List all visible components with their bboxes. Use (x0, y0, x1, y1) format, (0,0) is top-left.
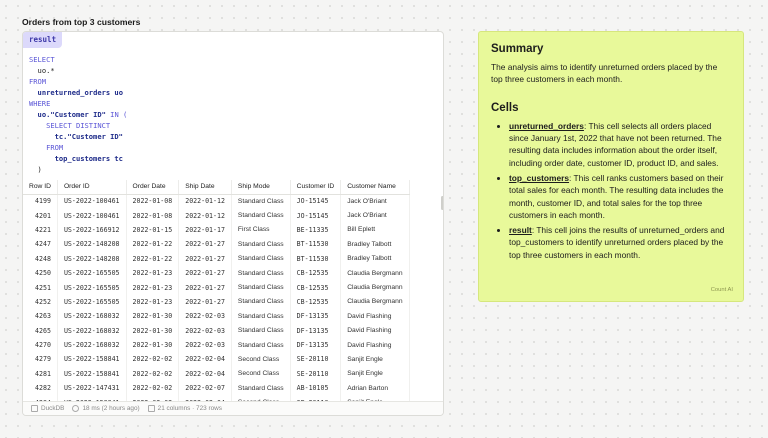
table-cell: BT-11530 (290, 252, 341, 266)
cells-list (491, 120, 731, 261)
table-cell: David Flashing (341, 338, 409, 352)
sql-editor[interactable] (29, 54, 127, 175)
rows-icon (148, 405, 155, 412)
table-cell: US-2022-165505 (57, 266, 126, 280)
sql-line: top_customers tc (54, 154, 123, 163)
table-cell: 2022-01-22 (126, 252, 179, 266)
list-item: • result: This cell joins the results of unreturned_orders and top_customers to identify unreturned orders placed by the top three customers in each month. (509, 224, 731, 261)
table-cell: US-2022-100461 (57, 194, 126, 208)
cell-link[interactable]: result (509, 225, 532, 236)
table-cell: Standard Class (231, 194, 290, 208)
column-header[interactable]: Order Date (126, 180, 179, 194)
column-header[interactable]: Order ID (57, 180, 126, 194)
table-cell: 4279 (23, 352, 57, 366)
table-cell: Bradley Talbott (341, 237, 409, 251)
sql-line: FROM (29, 77, 47, 86)
table-cell: Claudia Bergmann (341, 280, 409, 294)
table-cell: 2022-01-23 (126, 266, 179, 280)
table-cell: 2022-02-03 (179, 324, 232, 338)
column-header[interactable]: Ship Mode (231, 180, 290, 194)
sql-line: uo.* (37, 66, 55, 75)
table-cell: 2022-01-23 (126, 295, 179, 309)
table-row[interactable] (23, 338, 409, 352)
table-cell: 4265 (23, 324, 57, 338)
cell-link[interactable]: unreturned_orders (509, 120, 584, 131)
table-scrollbar[interactable] (441, 196, 444, 210)
clock-icon (72, 405, 79, 412)
table-cell: Jack O'Briant (341, 194, 409, 208)
table-cell: 2022-01-08 (126, 194, 179, 208)
table-row[interactable] (23, 324, 409, 338)
table-cell: 2022-02-04 (179, 367, 232, 381)
table-row[interactable] (23, 295, 409, 309)
table-cell: US-2022-168032 (57, 338, 126, 352)
table-cell: 2022-02-02 (126, 352, 179, 366)
table-cell: 2022-01-30 (126, 324, 179, 338)
table-cell: David Flashing (341, 309, 409, 323)
table-row[interactable] (23, 266, 409, 280)
table-cell: 4270 (23, 338, 57, 352)
column-header[interactable]: Customer Name (341, 180, 409, 194)
table-cell: Bradley Talbott (341, 252, 409, 266)
table-cell: 2022-02-03 (179, 309, 232, 323)
table-cell: SE-20110 (290, 352, 341, 366)
table-row[interactable] (23, 208, 409, 222)
table-row[interactable] (23, 352, 409, 366)
table-cell: DF-13135 (290, 338, 341, 352)
table-row[interactable] (23, 309, 409, 323)
sql-line: FROM (46, 143, 64, 152)
table-row[interactable] (23, 367, 409, 381)
table-cell: Standard Class (231, 266, 290, 280)
result-size: 21 columns · 723 rows (157, 405, 222, 412)
sql-line: SELECT DISTINCT (46, 121, 111, 130)
table-cell: 2022-02-03 (179, 338, 232, 352)
table-cell: 2022-01-12 (179, 208, 232, 222)
table-cell: 2022-01-27 (179, 266, 232, 280)
table-row[interactable] (23, 280, 409, 294)
table-cell: 4263 (23, 309, 57, 323)
table-cell: Sanjit Engle (341, 367, 409, 381)
table-cell: Standard Class (231, 280, 290, 294)
table-cell: 4281 (23, 367, 57, 381)
table-cell: US-2022-158841 (57, 367, 126, 381)
table-cell: Jack O'Briant (341, 208, 409, 222)
table-cell: Standard Class (231, 208, 290, 222)
table-cell: 2022-01-27 (179, 237, 232, 251)
count-ai-label: Count AI (710, 287, 733, 293)
table-cell: Sanjit Engle (341, 352, 409, 366)
table-cell: 2022-02-02 (126, 381, 179, 395)
table-cell: Standard Class (231, 338, 290, 352)
table-cell: 2022-01-12 (179, 194, 232, 208)
table-cell: Second Class (231, 367, 290, 381)
table-cell: JO-15145 (290, 194, 341, 208)
table-cell: Second Class (231, 352, 290, 366)
result-table[interactable] (23, 180, 443, 416)
sql-line: ) (37, 165, 42, 174)
table-cell: 4250 (23, 266, 57, 280)
table-row[interactable] (23, 381, 409, 395)
sql-line: SELECT (29, 55, 55, 64)
cell-link[interactable]: top_customers (509, 173, 570, 183)
table-cell: 2022-01-30 (126, 309, 179, 323)
table-header-row (23, 180, 409, 194)
table-cell: 2022-01-17 (179, 223, 232, 237)
table-cell: Standard Class (231, 309, 290, 323)
cell-footer (23, 401, 443, 415)
table-cell: US-2022-168032 (57, 324, 126, 338)
table-cell: US-2022-100461 (57, 208, 126, 222)
table-cell: US-2022-166912 (57, 223, 126, 237)
summary-note[interactable] (478, 31, 744, 302)
table-cell: First Class (231, 223, 290, 237)
table-cell: SE-20110 (290, 367, 341, 381)
summary-text: The analysis aims to identify unreturned orders placed by the top three customers in each month. (491, 62, 718, 85)
table-cell: Standard Class (231, 237, 290, 251)
table-cell: US-2022-158841 (57, 352, 126, 366)
table-cell: Bill Eplett (341, 223, 409, 237)
column-header[interactable]: Customer ID (290, 180, 341, 194)
cells-title: Cells (491, 101, 519, 114)
table-cell: BT-11530 (290, 237, 341, 251)
table-cell: US-2022-148208 (57, 252, 126, 266)
cell-name-tag[interactable]: result (23, 32, 62, 48)
sql-line: WHERE (29, 99, 51, 108)
table-cell: US-2022-147431 (57, 381, 126, 395)
table-cell: 4199 (23, 194, 57, 208)
table-row[interactable] (23, 194, 409, 208)
engine-label: DuckDB (41, 405, 65, 412)
canvas-title: Orders from top 3 customers (22, 17, 141, 27)
table-cell: CB-12535 (290, 266, 341, 280)
table-cell: CB-12535 (290, 295, 341, 309)
table-cell: 2022-01-08 (126, 208, 179, 222)
table-cell: 4247 (23, 237, 57, 251)
sql-line: uo."Customer ID" IN ( (37, 110, 128, 119)
table-cell: David Flashing (341, 324, 409, 338)
table-cell: 4248 (23, 252, 57, 266)
table-cell: 2022-01-30 (126, 338, 179, 352)
table-cell: US-2022-168032 (57, 309, 126, 323)
sql-line: unreturned_orders uo (37, 88, 123, 97)
table-cell: Standard Class (231, 252, 290, 266)
query-timing: 18 ms (2 hours ago) (82, 405, 140, 412)
table-row[interactable] (23, 252, 409, 266)
table-cell: US-2022-165505 (57, 295, 126, 309)
table-cell: 2022-01-27 (179, 295, 232, 309)
table-cell: Claudia Bergmann (341, 295, 409, 309)
table-cell: 4251 (23, 280, 57, 294)
table-cell: Claudia Bergmann (341, 266, 409, 280)
table-cell: 2022-01-27 (179, 280, 232, 294)
table-cell: 2022-02-02 (126, 367, 179, 381)
list-item: • unreturned_orders: This cell selects all orders placed since January 1st, 2022 that have not been returned. The resulting data includes information about the order itself, including order date, customer ID, product ID, and sales. (509, 120, 731, 169)
table-cell: US-2022-148208 (57, 237, 126, 251)
table-cell: 4252 (23, 295, 57, 309)
table-cell: Standard Class (231, 381, 290, 395)
table-cell: 2022-02-07 (179, 381, 232, 395)
table-cell: 2022-02-04 (179, 352, 232, 366)
table-cell: 2022-01-23 (126, 280, 179, 294)
table-row[interactable] (23, 223, 409, 237)
database-icon (31, 405, 38, 412)
table-cell: 2022-01-15 (126, 223, 179, 237)
column-header[interactable]: Row ID (23, 180, 57, 194)
table-cell: AB-10105 (290, 381, 341, 395)
table-cell: 4201 (23, 208, 57, 222)
table-cell: CB-12535 (290, 280, 341, 294)
table-cell: 4221 (23, 223, 57, 237)
table-cell: Adrian Barton (341, 381, 409, 395)
column-header[interactable]: Ship Date (179, 180, 232, 194)
table-cell: Standard Class (231, 324, 290, 338)
table-cell: BE-11335 (290, 223, 341, 237)
table-cell: 2022-01-27 (179, 252, 232, 266)
table-cell: JO-15145 (290, 208, 341, 222)
table-cell: DF-13135 (290, 324, 341, 338)
table-cell: DF-13135 (290, 309, 341, 323)
sql-line: tc."Customer ID" (54, 132, 123, 141)
table-cell: 4282 (23, 381, 57, 395)
table-cell: 2022-01-22 (126, 237, 179, 251)
table-cell: US-2022-165505 (57, 280, 126, 294)
table-row[interactable] (23, 237, 409, 251)
summary-title: Summary (491, 43, 544, 55)
list-item: • top_customers: This cell ranks customers based on their total sales for each month. The resulting data includes the month, customer ID, and total sales for the top three customers in each month. (509, 172, 731, 221)
result-cell[interactable] (22, 31, 444, 416)
table-cell: Standard Class (231, 295, 290, 309)
